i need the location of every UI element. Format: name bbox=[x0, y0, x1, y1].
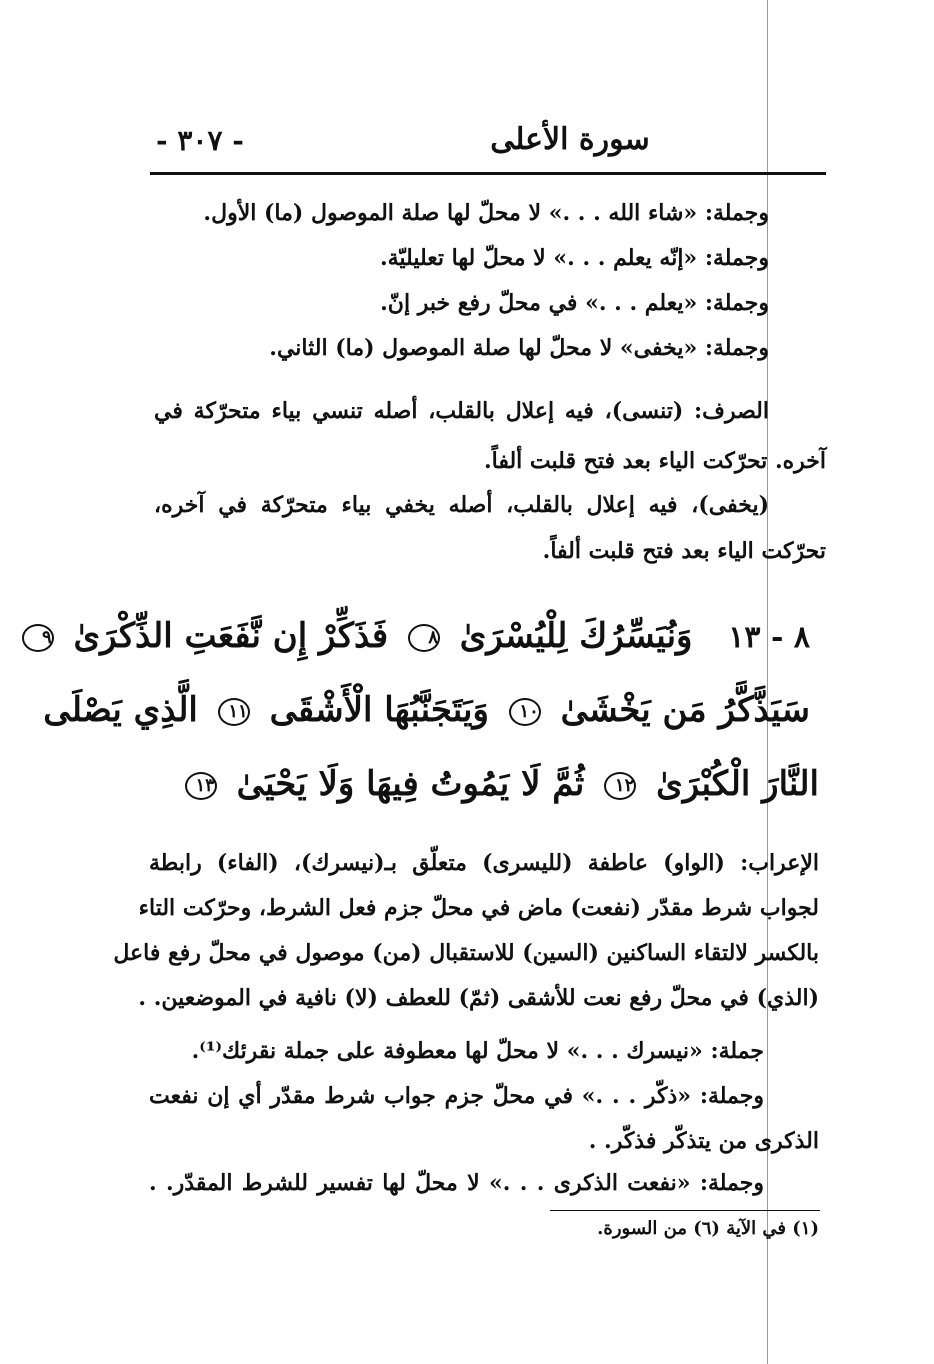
sentence-analysis-line: وجملة: «ذكّر . . .» في محلّ جزم جواب شرط مقدّر أي إن نفعت bbox=[149, 1083, 764, 1109]
irab-line: (الذي) في محلّ رفع نعت للأشقى (ثمّ) للعطف (لا) نافية في الموضعين. . bbox=[138, 985, 819, 1011]
sentence-analysis-line: جملة: «نيسرك . . .» لا محلّ لها معطوفة على جملة نقرئك⁽¹⁾. bbox=[191, 1038, 764, 1064]
verse-text: وَيَتَجَنَّبُهَا الْأَشْقَى bbox=[269, 690, 489, 730]
sarf-line: تحرّكت الياء بعد فتح قلبت ألفاً. bbox=[542, 538, 826, 564]
header-divider bbox=[150, 172, 826, 175]
verse-text: وَنُيَسِّرُكَ لِلْيُسْرَىٰ bbox=[459, 616, 693, 656]
analysis-line: وجملة: «يخفى» لا محلّ لها صلة الموصول (ما) الثاني. bbox=[269, 335, 769, 361]
verse-text: فَذَكِّرْ إِن نَّفَعَتِ الذِّكْرَىٰ bbox=[73, 616, 389, 656]
sarf-line: (يخفى)، فيه إعلال بالقلب، أصله يخفي بياء متحرّكة في آخره، bbox=[154, 492, 769, 518]
irab-line: لجواب شرط مقدّر (نفعت) ماض في محلّ جزم فعل الشرط، وحرّكت التاء bbox=[138, 895, 819, 921]
verse-number-marker: ٩ bbox=[22, 624, 54, 652]
sarf-line: الصرف: (تنسى)، فيه إعلال بالقلب، أصله تنسي بياء متحرّكة في bbox=[154, 398, 769, 424]
sentence-analysis-line: الذكرى من يتذكّر فذكّر. . bbox=[588, 1128, 819, 1154]
page-number: - ٣٠٧ - bbox=[156, 124, 244, 157]
verse-text: سَيَذَّكَّرُ مَن يَخْشَىٰ bbox=[560, 690, 810, 730]
surah-title: سورة الأعلى bbox=[490, 122, 650, 157]
footnote: (١) في الآية (٦) من السورة. bbox=[597, 1218, 819, 1239]
analysis-line: وجملة: «شاء الله . . .» لا محلّ لها صلة الموصول (ما) الأول. bbox=[203, 200, 769, 226]
sentence-analysis-line: وجملة: «نفعت الذكرى . . .» لا محلّ لها تفسير للشرط المقدّر. . bbox=[149, 1170, 764, 1196]
footnote-divider bbox=[550, 1210, 820, 1211]
verse-range-label: ٨ - ١٣ bbox=[728, 620, 810, 655]
quran-verse-line bbox=[41, 616, 810, 656]
page-header bbox=[150, 122, 826, 172]
irab-line: بالكسر لالتقاء الساكنين (السين) للاستقبال (من) موصول في محلّ رفع فاعل bbox=[113, 940, 819, 966]
analysis-line: وجملة: «يعلم . . .» في محلّ رفع خبر إنّ. bbox=[380, 290, 769, 316]
verse-number-marker: ٨ bbox=[408, 624, 440, 652]
quran-verse-line bbox=[43, 690, 810, 730]
sarf-line: آخره. تحرّكت الياء بعد فتح قلبت ألفاً. bbox=[483, 448, 826, 474]
verse-number-marker: ١١ bbox=[218, 698, 250, 726]
verse-number-marker: ١٠ bbox=[509, 698, 541, 726]
verse-text: النَّارَ الْكُبْرَىٰ bbox=[656, 764, 819, 804]
quran-verse-line bbox=[177, 764, 819, 804]
verse-text: ثُمَّ لَا يَمُوتُ فِيهَا وَلَا يَحْيَىٰ bbox=[236, 764, 585, 804]
verse-number-marker: ١٣ bbox=[185, 772, 217, 800]
analysis-line: وجملة: «إنّه يعلم . . .» لا محلّ لها تعليليّة. bbox=[379, 245, 769, 271]
verse-text: الَّذِي يَصْلَى bbox=[43, 690, 198, 730]
irab-line: الإعراب: (الواو) عاطفة (لليسرى) متعلّق بـ(نيسرك)، (الفاء) رابطة bbox=[149, 850, 819, 876]
verse-number-marker: ١٢ bbox=[604, 772, 636, 800]
